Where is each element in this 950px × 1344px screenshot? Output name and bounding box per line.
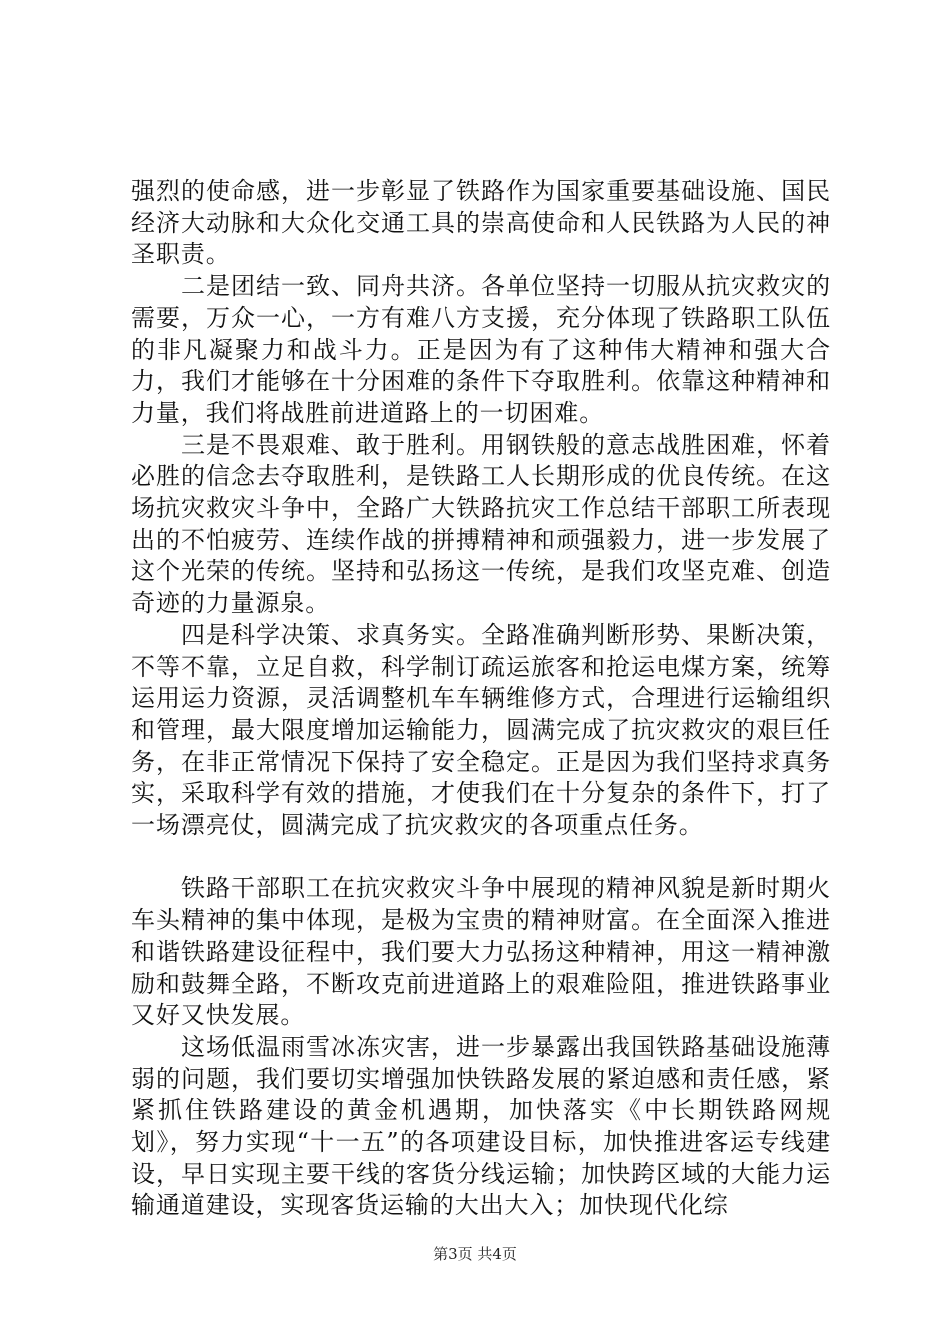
paragraph-continuation: 强烈的使命感，进一步彰显了铁路作为国家重要基础设施、国民经济大动脉和大众化交通工具的崇高使命和人民铁路为人民的神圣职责。 (131, 177, 831, 269)
page-footer: 第3页 共4页 (433, 1245, 517, 1263)
paragraph-spirit-summary: 铁路干部职工在抗灾救灾斗争中展现的精神风貌是新时期火车头精神的集中体现，是极为宝贵的精神财富。在全面深入推进和谐铁路建设征程中，我们要大力弘扬这种精神，用这一精神激励和鼓舞全路，不断攻克前进道路上的艰难险阻，推进铁路事业又好又快发展。 (131, 874, 831, 1030)
document-body (131, 176, 831, 1222)
paragraph-point-two: 二是团结一致、同舟共济。各单位坚持一切服从抗灾救灾的需要，万众一心，一方有难八方支援，充分体现了铁路职工队伍的非凡凝聚力和战斗力。正是因为有了这种伟大精神和强大合力，我们才能够在十分困难的条件下夺取胜利。依靠这种精神和力量，我们将战胜前进道路上的一切困难。 (131, 272, 831, 427)
paragraph-point-four: 四是科学决策、求真务实。全路准确判断形势、果断决策，不等不靠，立足自救，科学制订疏运旅客和抢运电煤方案，统筹运用运力资源，灵活调整机车车辆维修方式，合理进行运输组织和管理，最大限度增加运输能力，圆满完成了抗灾救灾的艰巨任务，在非正常情况下保持了安全稳定。正是因为我们坚持求真务实，采取科学有效的措施，才使我们在十分复杂的条件下，打了一场漂亮仗，圆满完成了抗灾救灾的各项重点任务。 (131, 620, 831, 840)
paragraph-point-three: 三是不畏艰难、敢于胜利。用钢铁般的意志战胜困难，怀着必胜的信念去夺取胜利，是铁路工人长期形成的优良传统。在这场抗灾救灾斗争中，全路广大铁路抗灾工作总结干部职工所表现出的不怕疲劳、连续作战的拼搏精神和顽强毅力，进一步发展了这个光荣的传统。坚持和弘扬这一传统，是我们攻坚克难、创造奇迹的力量源泉。 (131, 430, 831, 618)
paragraph-development-plan: 这场低温雨雪冰冻灾害，进一步暴露出我国铁路基础设施薄弱的问题，我们要切实增强加快铁路发展的紧迫感和责任感，紧紧抓住铁路建设的黄金机遇期，加快落实《中长期铁路网规划》，努力实现“十一五”的各项建设目标，加快推进客运专线建设，早日实现主要干线的客货分线运输；加快跨区域的大能力运输通道建设，实现客货运输的大出大入；加快现代化综 (131, 1032, 831, 1220)
